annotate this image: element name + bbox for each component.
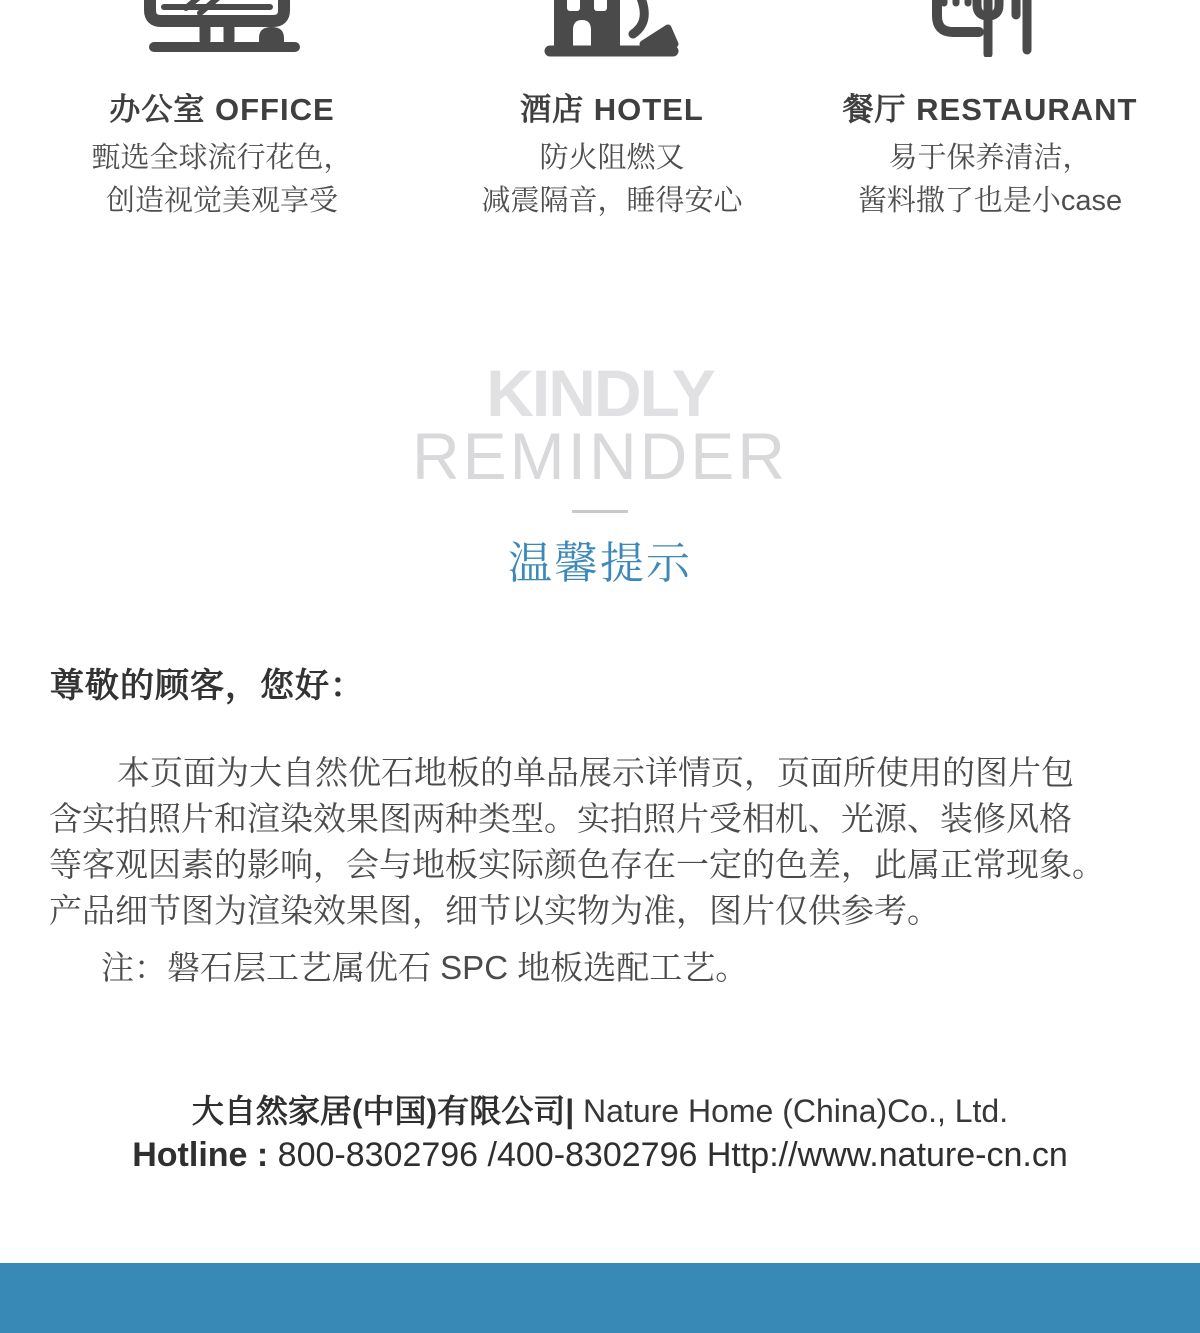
feature-description	[0, 137, 444, 223]
company-name-cn: 大自然家居(中国)有限公司|	[191, 1093, 575, 1129]
company-line	[0, 1086, 1200, 1132]
salutation: 尊敬的顾客，您好：	[50, 667, 365, 705]
feature-description-line: 酱料撒了也是小case	[857, 185, 1123, 217]
watermark-kindly: KINDLY	[486, 356, 714, 430]
feature-hotel	[444, 0, 780, 223]
reminder-paragraph	[49, 750, 1154, 934]
bottom-blue-bar	[0, 1263, 1200, 1333]
feature-description-line: 减震隔音，睡得安心	[481, 185, 743, 217]
restaurant-cutlery-icon	[780, 0, 1200, 57]
feature-description	[444, 137, 780, 223]
feature-title: 办公室 OFFICE	[109, 92, 335, 127]
hotline-label: Hotline :	[132, 1136, 269, 1174]
hotel-building-icon	[444, 0, 780, 57]
feature-restaurant	[780, 0, 1200, 223]
paragraph-line: 产品细节图为渲染效果图，细节以实物为准，图片仅供参考。	[49, 892, 940, 929]
feature-office	[0, 0, 444, 223]
feature-description	[780, 137, 1200, 223]
reminder-title-cn: 温馨提示	[508, 539, 692, 588]
feature-title: 餐厅 RESTAURANT	[842, 92, 1138, 127]
company-name-en: Nature Home (China)Co., Ltd.	[574, 1093, 1009, 1129]
office-desktop-icon	[0, 0, 444, 57]
hotline-value: 800-8302796 /400-8302796 Http://www.nature-cn.cn	[268, 1136, 1068, 1174]
paragraph-line: 等客观因素的影响，会与地板实际颜色存在一定的色差，此属正常现象。	[49, 846, 1105, 883]
note-line: 注：磐石层工艺属优石 SPC 地板选配工艺。	[101, 949, 749, 986]
feature-title: 酒店 HOTEL	[520, 92, 704, 127]
feature-description-line: 防火阻燃又	[539, 142, 685, 174]
hotline-line	[0, 1136, 1200, 1175]
feature-description-line: 易于保养清洁，	[888, 142, 1092, 174]
paragraph-line: 含实拍照片和渲染效果图两种类型。实拍照片受相机、光源、装修风格	[49, 800, 1072, 837]
feature-columns	[0, 0, 1200, 223]
paragraph-line: 本页面为大自然优石地板的单品展示详情页，页面所使用的图片包	[117, 754, 1074, 791]
watermark-reminder: REMINDER	[411, 419, 788, 493]
section-divider	[572, 510, 628, 513]
feature-description-line: 甄选全球流行花色，	[91, 142, 353, 174]
feature-description-line: 创造视觉美观享受	[105, 185, 338, 217]
